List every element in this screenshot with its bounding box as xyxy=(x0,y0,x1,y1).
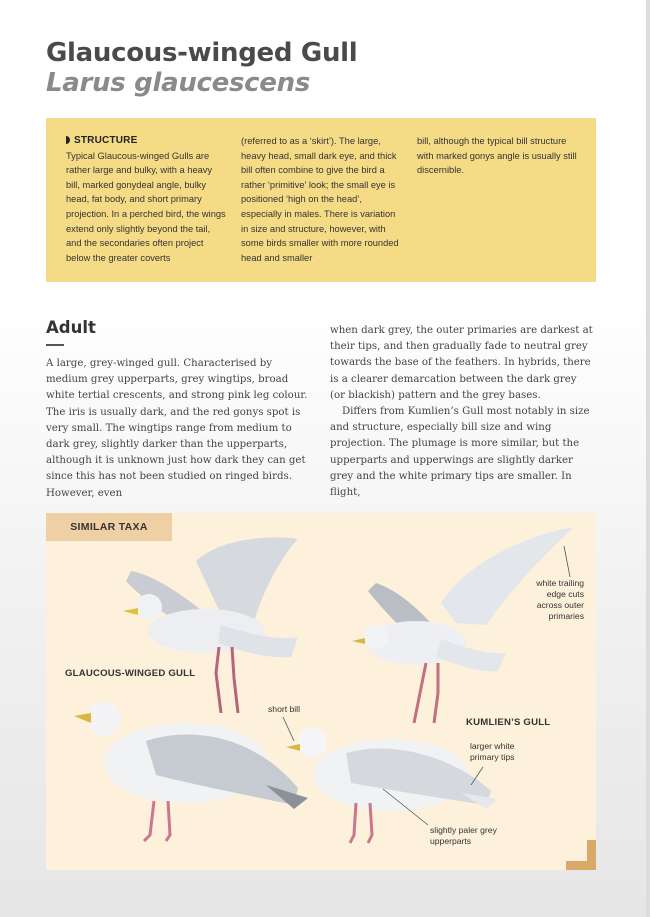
adult-text-col-1 xyxy=(46,356,311,502)
structure-text-1: Typical Glaucous-winged Gulls are rather large and bulky, with a heavy bill, marked gonydeal angle, bulky head, fat body, and short primary projection. In a perched bird, the wings extend only slightly beyond the tail, and the secondaries often project below the greater coverts xyxy=(66,150,226,263)
glaucous-winged-gull-standing-image xyxy=(74,702,308,841)
structure-heading: STRUCTURE xyxy=(66,134,226,149)
kumliens-gull-flying-image xyxy=(352,527,574,723)
gull-illustrations xyxy=(46,513,596,870)
species-label-glaucous-winged: GLAUCOUS-WINGED GULL xyxy=(65,668,196,679)
half-circle-bullet-icon xyxy=(66,136,70,144)
structure-text-2: (referred to as a ‘skirt’). The large, heavy head, small dark eye, and thick bill often combine to give the bird a rather ‘primitive’ look; the small eye is positioned ‘high on the head’, especially in males. There is variation in size and structure, however, with some birds smaller with more rounded head and smaller xyxy=(241,136,399,263)
label-short-bill: short bill xyxy=(268,704,300,714)
similar-taxa-plate xyxy=(46,513,596,870)
label-primary-tips: larger white primary tips xyxy=(470,741,515,762)
corner-accent xyxy=(566,840,596,870)
adult-text-col-2 xyxy=(330,323,594,501)
leader-line-short-bill xyxy=(283,717,294,741)
glaucous-winged-gull-flying-image xyxy=(123,537,298,713)
heading-rule xyxy=(46,344,64,346)
page-title: Glaucous-winged Gull xyxy=(46,38,358,68)
structure-col-1 xyxy=(66,134,226,265)
species-label-kumliens: KUMLIEN’S GULL xyxy=(466,717,551,728)
label-paler-upperparts: slightly paler grey upperparts xyxy=(430,825,497,846)
adult-paragraph-3: Differs from Kumlien’s Gull most notably in size and structure, especially bill size and wing projection. The plumage is more similar, but the upperparts and upperwings are slightly darker grey and the white primary tips are smaller. In flight, xyxy=(330,406,590,499)
scientific-name: Larus glaucescens xyxy=(46,68,311,98)
adult-paragraph-2: when dark grey, the outer primaries are darkest at their tips, and then gradually fade to neutral grey towards the base of the feathers. In hybrids, there is a clearer demarcation between the dark grey (or blackish) pattern and the grey bases. xyxy=(330,325,593,401)
page-edge xyxy=(646,0,650,917)
adult-paragraph-1: A large, grey-winged gull. Characterised by medium grey upperparts, grey wingtips, broad white tertial crescents, and strong pink leg colour. The iris is usually dark, and the red gonys spot is very small. The wingtips range from medium to dark grey, slightly darker than the upperparts, although it is unknown just how dark they can get since this has not been studied on ringed birds. However, even xyxy=(46,358,308,499)
label-trailing-edge: white trailing edge cuts across outer primaries xyxy=(536,578,584,621)
similar-taxa-tag: SIMILAR TAXA xyxy=(46,513,172,541)
leader-line-trailing-edge xyxy=(564,546,570,577)
section-heading-adult: Adult xyxy=(46,318,96,337)
structure-box xyxy=(46,118,596,282)
structure-text-3: bill, although the typical bill structure with marked gonys angle is usually still discernible. xyxy=(417,136,577,176)
